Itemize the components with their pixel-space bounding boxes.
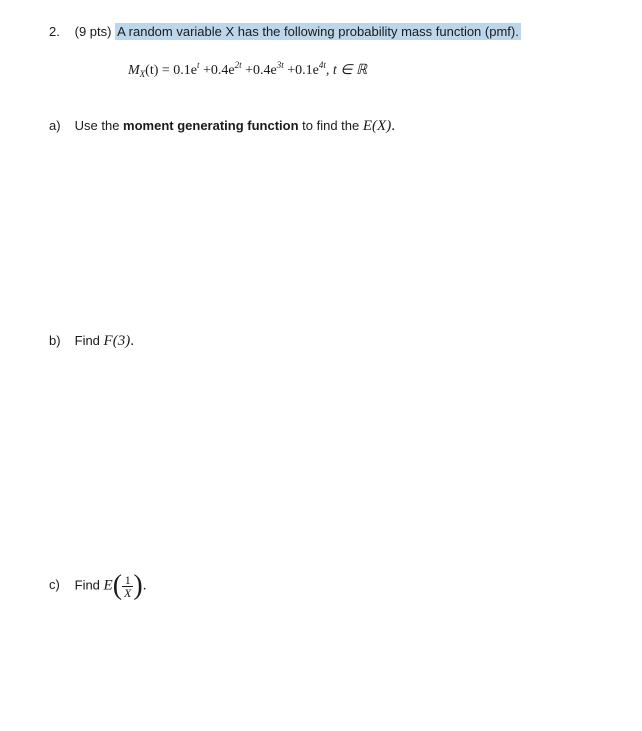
mgf-symbol: M <box>128 63 140 78</box>
part-c-left-paren: ( <box>112 570 123 601</box>
part-c-label: c) <box>49 577 60 593</box>
mgf-term-4-exp: 4t <box>318 60 326 70</box>
mgf-equals: = <box>158 63 174 78</box>
part-c-right-paren: ) <box>133 570 143 601</box>
mgf-term-1: 0.1e <box>173 63 198 78</box>
part-c-frac-den: X <box>124 585 132 600</box>
part-a-label: a) <box>49 118 61 133</box>
part-b-text: Find <box>74 333 104 348</box>
mgf-term-2-exp: 2t <box>234 60 242 70</box>
mgf-domain: , t ∈ ℝ <box>325 63 368 78</box>
part-a-text-before: Use the <box>74 118 124 133</box>
part-a-text-after: to find the <box>298 118 363 133</box>
part-c-math-e: E <box>103 577 113 594</box>
mgf-term-2: +0.4e <box>199 63 235 78</box>
part-a-math: E(X) <box>362 118 392 134</box>
mgf-equation <box>128 60 367 79</box>
part-c <box>49 570 146 602</box>
part-c-end: . <box>142 577 147 594</box>
question-header <box>49 24 521 39</box>
part-a <box>49 118 395 135</box>
mgf-subscript: X <box>139 69 146 79</box>
mgf-term-3: +0.4e <box>241 63 277 78</box>
part-b-label: b) <box>49 333 61 348</box>
question-number: 2. <box>49 24 60 39</box>
part-b <box>49 333 134 350</box>
question-prompt: A random variable X has the following probability mass function (pmf). <box>117 24 519 39</box>
part-c-fraction <box>122 574 133 599</box>
mgf-term-3-exp: 3t <box>276 60 284 70</box>
question-points: (9 pts) <box>74 24 112 39</box>
part-b-math: F(3) <box>103 333 131 349</box>
part-c-frac-num: 1 <box>122 574 133 587</box>
part-b-end: . <box>130 333 134 349</box>
mgf-term-1-exp: t <box>197 60 200 70</box>
part-a-end: . <box>391 118 395 134</box>
part-a-text-bold: moment generating function <box>123 118 299 133</box>
part-c-text: Find <box>74 577 104 593</box>
mgf-argument: (t) <box>145 63 159 78</box>
mgf-term-4: +0.1e <box>283 63 319 78</box>
